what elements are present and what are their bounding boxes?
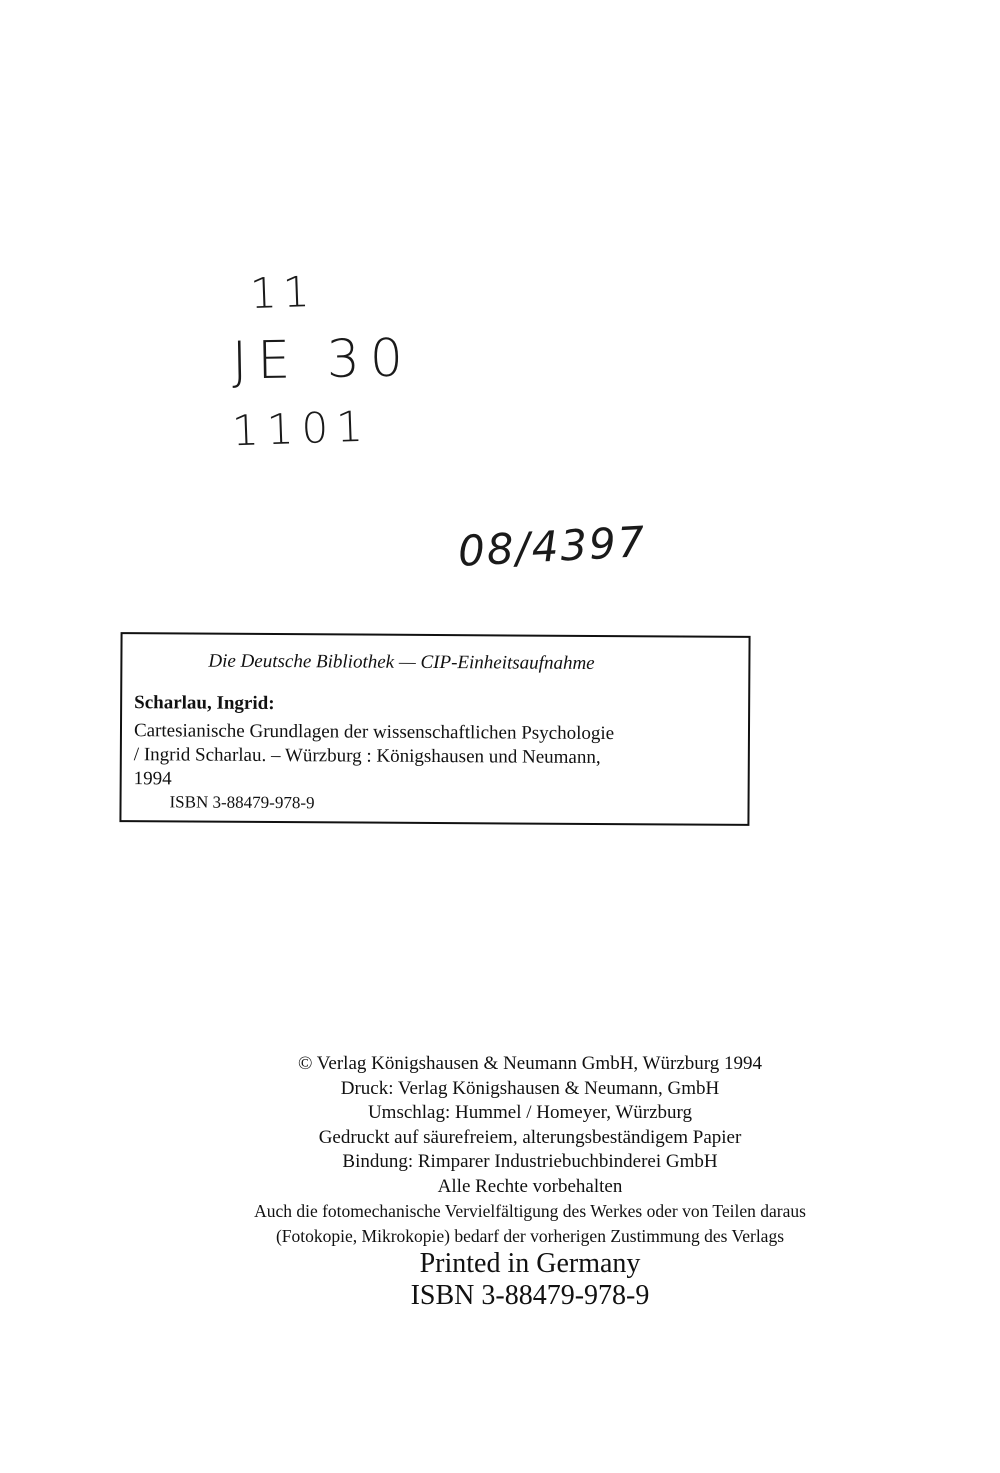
cover-design-line: Umschlag: Hummel / Homeyer, Würzburg — [367, 1102, 693, 1123]
cip-record-box — [119, 632, 750, 826]
handwritten-accession-number: 08/4397 — [456, 517, 648, 576]
cip-isbn: ISBN 3-88479-978-9 — [169, 792, 315, 813]
handwritten-shelf-mark-line-2: JE 30 — [231, 328, 414, 392]
handwritten-shelf-mark-line-3: 1101 — [231, 401, 372, 456]
paper-line: Gedruckt auf säurefreiem, alterungsbeständigem Papier — [318, 1126, 742, 1148]
reproduction-notice-line-2: (Fotokopie, Mikrokopie) bedarf der vorherigen Zustimmung des Verlags — [275, 1225, 785, 1246]
cip-title-line: Cartesianische Grundlagen der wissenschaftlichen Psychologie — [133, 720, 615, 745]
printing-line: Druck: Verlag Königshausen & Neumann, GmbH — [340, 1077, 720, 1099]
printed-in-line: Printed in Germany — [419, 1248, 641, 1279]
cip-heading: Die Deutsche Bibliothek — CIP-Einheitsaufnahme — [208, 650, 595, 674]
rights-line: Alle Rechte vorbehalten — [437, 1175, 623, 1197]
cip-author: Scharlau, Ingrid: — [134, 692, 275, 715]
binding-line: Bindung: Rimparer Industriebuchbinderei GmbH — [342, 1151, 718, 1172]
copyright-line: © Verlag Königshausen & Neumann GmbH, Würzburg 1994 — [297, 1053, 763, 1074]
cip-year-line: 1994 — [133, 768, 172, 790]
publisher-imprint — [150, 1052, 910, 1312]
cip-publisher-line: / Ingrid Scharlau. – Würzburg : Königshausen und Neumann, — [133, 744, 601, 769]
handwritten-shelf-mark-line-1: 11 — [249, 266, 317, 319]
imprint-isbn: ISBN 3-88479-978-9 — [410, 1280, 650, 1311]
reproduction-notice-line-1: Auch die fotomechanische Vervielfältigung des Werkes oder von Teilen daraus — [254, 1201, 806, 1221]
